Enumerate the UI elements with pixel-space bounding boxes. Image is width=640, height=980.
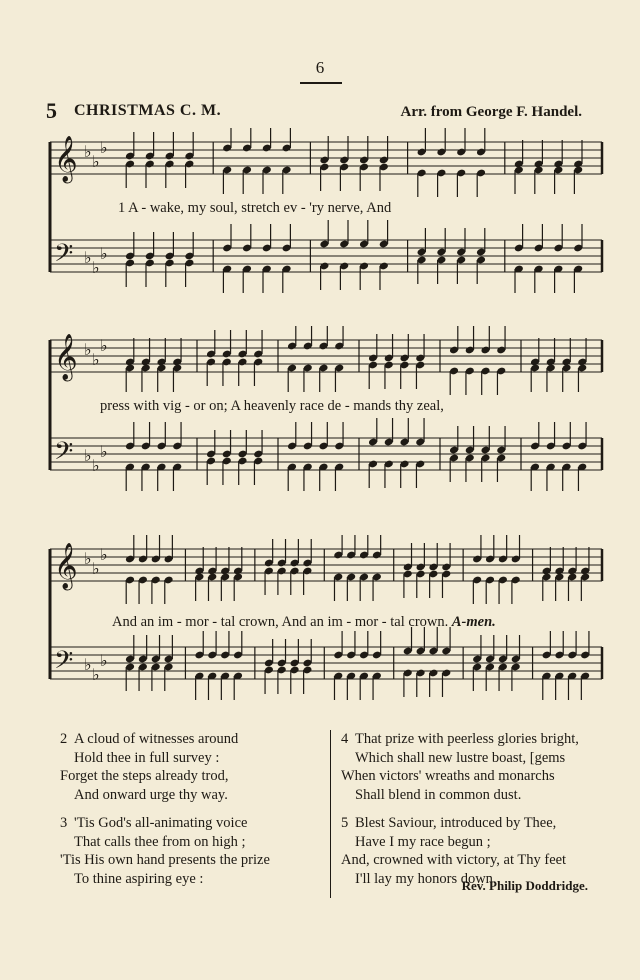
flat-icon: ♭ xyxy=(100,545,108,564)
verse-line: Have I my race begun ; xyxy=(355,833,491,850)
hymn-title: CHRISTMAS C. M. xyxy=(74,102,222,119)
verse-4 xyxy=(341,730,617,804)
hymn-number: 5 xyxy=(46,98,57,123)
verse-5 xyxy=(341,814,617,888)
flat-icon: ♭ xyxy=(100,244,108,263)
verse-line: Blest Saviour, introduced by Thee, xyxy=(355,815,557,831)
flat-icon: ♭ xyxy=(92,258,100,277)
music-system-1 xyxy=(46,128,606,318)
treble-clef-icon: 𝄞 xyxy=(54,136,78,182)
flat-icon: ♭ xyxy=(92,152,100,171)
verse-line: Forget the steps already trod, xyxy=(60,768,229,784)
flat-icon: ♭ xyxy=(92,350,100,369)
verse-number: 3 xyxy=(60,815,68,831)
page-number-rule xyxy=(300,82,342,84)
lyric-line-3-text: And an im - mor - tal crown, And an im - mor - tal crown. xyxy=(112,614,449,630)
bass-clef-icon: 𝄢 xyxy=(54,437,74,472)
verses-right-column xyxy=(330,730,617,898)
flat-icon: ♭ xyxy=(84,142,92,161)
flat-icon: ♭ xyxy=(100,442,108,461)
treble-clef-icon: 𝄞 xyxy=(54,334,78,380)
page-number: 6 xyxy=(315,58,325,77)
flat-icon: ♭ xyxy=(100,651,108,670)
flat-icon: ♭ xyxy=(84,340,92,359)
flat-icon: ♭ xyxy=(84,446,92,465)
verse-line: To thine aspiring eye : xyxy=(74,870,204,887)
treble-clef-icon: 𝄞 xyxy=(54,543,78,589)
verse-line: I'll lay my honors down. xyxy=(355,870,497,887)
flat-icon: ♭ xyxy=(92,456,100,475)
verse-line: A cloud of witnesses around xyxy=(74,731,239,747)
flat-icon: ♭ xyxy=(84,655,92,674)
verse-2 xyxy=(46,730,316,804)
music-system-2 xyxy=(46,326,606,516)
verse-number: 4 xyxy=(341,731,349,747)
verse-line: And, crowned with victory, at Thy feet xyxy=(341,852,567,868)
flat-icon: ♭ xyxy=(84,549,92,568)
verse-line: Shall blend in common dust. xyxy=(355,786,522,803)
verse-line: 'Tis God's all-animating voice xyxy=(74,815,248,831)
arranger-credit: Arr. from George F. Handel. xyxy=(400,104,582,120)
lyric-line-1: 1 A - wake, my soul, stretch ev - 'ry nerve, And xyxy=(118,200,392,216)
amen-text: A-men. xyxy=(451,614,496,630)
verse-line: That calls thee from on high ; xyxy=(74,833,246,850)
flat-icon: ♭ xyxy=(92,665,100,684)
flat-icon: ♭ xyxy=(92,559,100,578)
hymn-author: Rev. Philip Doddridge. xyxy=(461,878,588,893)
flat-icon: ♭ xyxy=(84,248,92,267)
verse-line: That prize with peerless glories bright, xyxy=(355,731,579,747)
lyric-line-3 xyxy=(112,614,640,631)
verse-line: And onward urge thy way. xyxy=(74,786,228,803)
verse-number: 2 xyxy=(60,731,68,747)
flat-icon: ♭ xyxy=(100,138,108,157)
bass-clef-icon: 𝄢 xyxy=(54,239,74,274)
bass-clef-icon: 𝄢 xyxy=(54,646,74,681)
lyric-line-2: press with vig - or on; A heavenly race de - mands thy zeal, xyxy=(100,398,444,414)
verse-line: Hold thee in full survey : xyxy=(74,749,220,766)
verse-line: When victors' wreaths and monarchs xyxy=(341,768,555,784)
verse-3 xyxy=(46,814,316,888)
verse-line: Which shall new lustre boast, [gems xyxy=(355,749,566,766)
verse-line: 'Tis His own hand presents the prize xyxy=(60,852,270,868)
flat-icon: ♭ xyxy=(100,336,108,355)
verses-left-column xyxy=(46,730,316,898)
verse-number: 5 xyxy=(341,815,349,831)
